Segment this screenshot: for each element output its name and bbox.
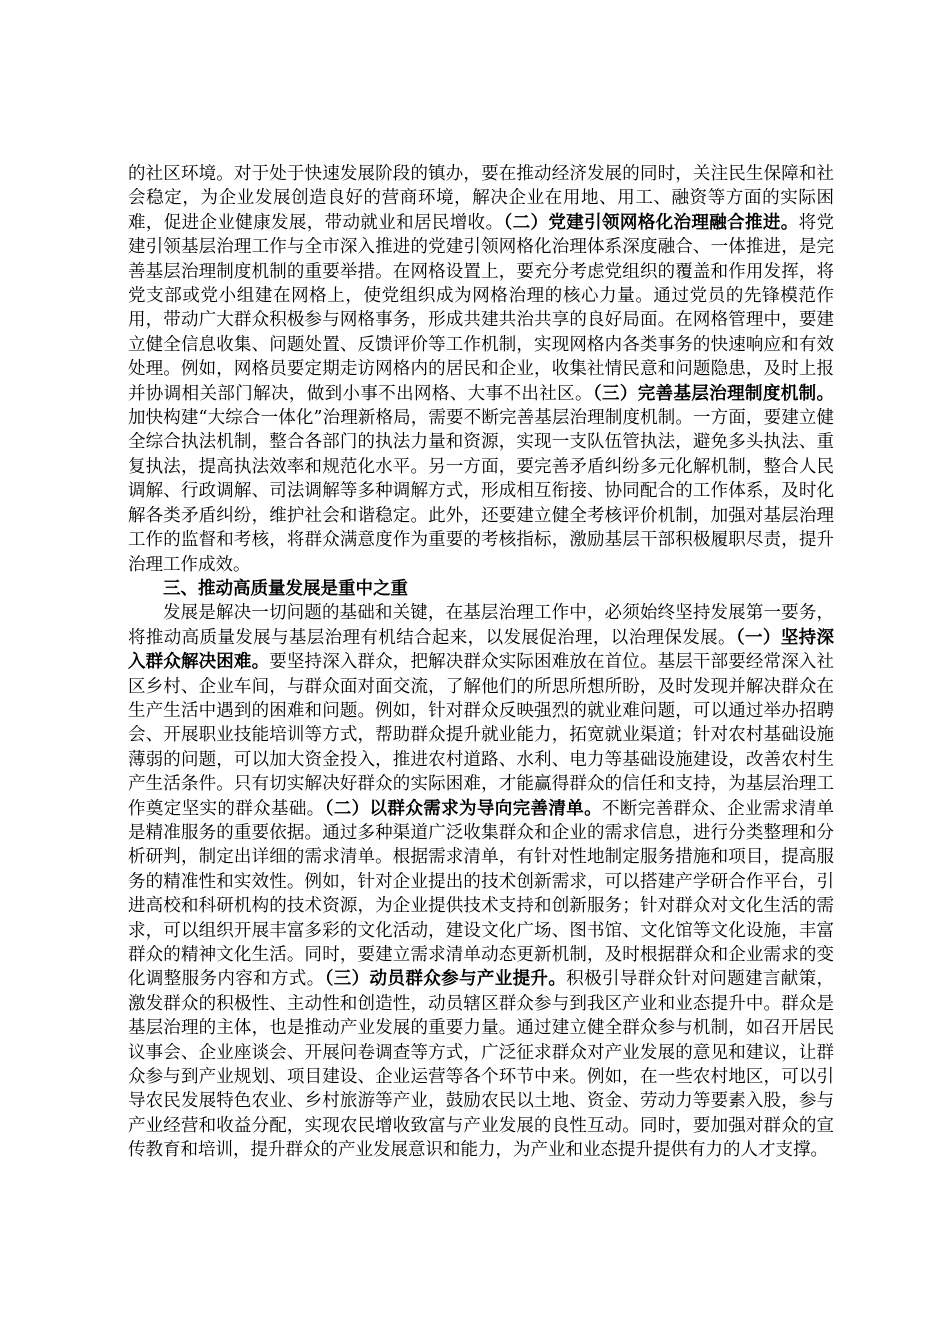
- paragraph-text: 积极引导群众针对问题建言献策，激发群众的积极性、主动性和创造性，动员辖区群众参与到我区产业和业态提升中。群众是基层治理的主体，也是推动产业发展的重要力量。通过建立健全群众参与机制，如召开居民议事会、企业座谈会、开展问卷调查等方式，广泛征求群众对产业发展的意见和建议，让群众参与到产业规划、项目建设、企业运营等各个环节中来。例如，在一些农村地区，可以引导农民发展特色农业、乡村旅游等产业，鼓励农民以土地、资金、劳动力等要素入股，参与产业经营和收益分配，实现农民增收致富与产业发展的良性互动。同时，要加强对群众的宣传教育和培训，提升群众的产业发展意识和能力，为产业和业态提升提供有力的人才支撑。: [128, 969, 835, 1161]
- paragraph-development: [128, 601, 834, 1162]
- paragraph-text: 要坚持深入群众，把解决群众实际困难放在首位。基层干部要经常深入社区乡村、企业车间，与群众面对面交流，了解他们的所思所想所盼，及时发现并解决群众在生产生活中遇到的困难和问题。例如，针对群众反映强烈的就业难问题，可以通过举办招聘会、开展职业技能培训等方式，帮助群众提升就业能力，拓宽就业渠道；针对农村基础设施薄弱的问题，可以加大资金投入，推进农村道路、水利、电力等基础设施建设，改善农村生产生活条件。只有切实解决好群众的实际困难，才能赢得群众的信任和支持，为基层治理工作奠定坚实的群众基础。: [128, 652, 835, 819]
- subheading-solve-difficulties: （一）坚持深入群众解决困难。: [128, 627, 834, 673]
- document-page: [128, 162, 834, 1163]
- subheading-governance-mechanism: （三）完善基层治理制度机制。: [592, 383, 835, 404]
- subheading-industry-upgrade: （三）动员群众参与产业提升。: [324, 969, 567, 990]
- paragraph-text: 不断完善群众、企业需求清单是精准服务的重要依据。通过多种渠道广泛收集群众和企业的需求信息，进行分类整理和分析研判，制定出详细的需求清单。根据需求清单，有针对性地制定服务措施和项目，提高服务的精准性和实效性。例如，针对企业提出的技术创新需求，可以搭建产学研合作平台，引进高校和科研机构的技术资源，为企业提供技术支持和创新服务；针对群众对文化生活的需求，可以组织开展丰富多彩的文化活动，建设文化广场、图书馆、文化馆等文化设施，丰富群众的精神文化生活。同时，要建立需求清单动态更新机制，及时根据群众和企业需求的变化调整服务内容和方式。: [128, 798, 835, 990]
- paragraph-text: 将党建引领基层治理工作与全市深入推进的党建引领网格化治理体系深度融合、一体推进，是完善基层治理制度机制的重要举措。在网格设置上，要充分考虑党组织的覆盖和作用发挥，将党支部或党小组建在网格上，使党组织成为网格治理的核心力量。通过党员的先锋模范作用，带动广大群众积极参与网格事务，形成共建共治共享的良好局面。在网格管理中，要建立健全信息收集、问题处置、反馈评价等工作机制，实现网格内各类事务的快速响应和有效处理。例如，网格员要定期走访网格内的居民和企业，收集社情民意和问题隐患，及时上报并协调相关部门解决，做到小事不出网格、大事不出社区。: [128, 212, 835, 404]
- paragraph-party-building: [128, 162, 834, 577]
- paragraph-text: 发展是解决一切问题的基础和关键，在基层治理工作中，必须始终坚持发展第一要务，将推动高质量发展与基层治理有机结合起来，以发展促治理，以治理保发展。: [128, 603, 834, 648]
- subheading-grid-governance: （二）党建引领网格化治理融合推进。: [503, 212, 799, 233]
- paragraph-text: 的社区环境。对于处于快速发展阶段的镇办，要在推动经济发展的同时，关注民生保障和社会稳定，为企业发展创造良好的营商环境，解决企业在用地、用工、融资等方面的实际困难，促进企业健康发展，带动就业和居民增收。: [128, 164, 834, 233]
- subheading-demand-list: （二）以群众需求为导向完善清单。: [324, 798, 602, 819]
- paragraph-text: 加快构建“大综合一体化”治理新格局，需要不断完善基层治理制度机制。一方面，要建立健全综合执法机制，整合各部门的执法力量和资源，实现一支队伍管执法，避免多头执法、重复执法，提高执法效率和规范化水平。另一方面，要完善矛盾纠纷多元化解机制，整合人民调解、行政调解、司法调解等多种调解方式，形成相互衔接、协同配合的工作体系，及时化解各类矛盾纠纷，维护社会和谐稳定。此外，还要建立健全考核评价机制，加强对基层治理工作的监督和考核，将群众满意度作为重要的考核指标，激励基层干部积极履职尽责，提升治理工作成效。: [128, 408, 834, 575]
- section-heading-3: 三、推动高质量发展是重中之重: [163, 578, 408, 599]
